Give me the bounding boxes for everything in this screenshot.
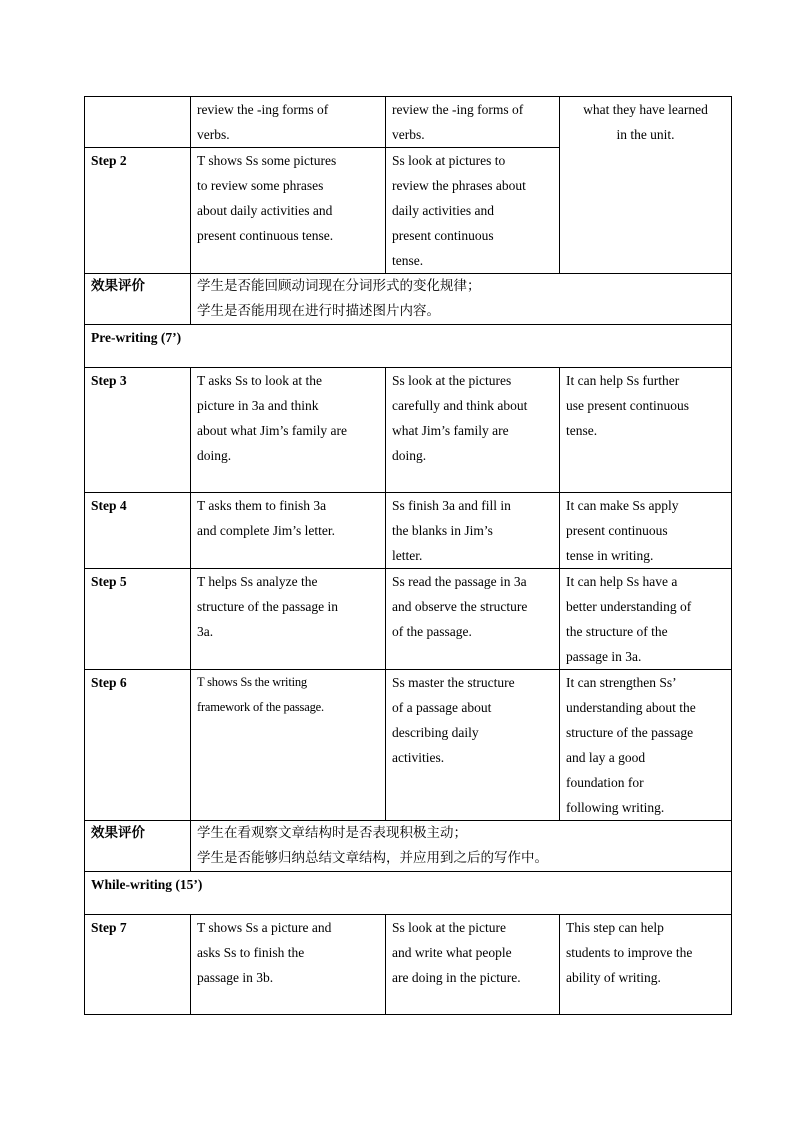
evaluation-text-cell <box>191 821 732 872</box>
student-activity-text: Ss look at the picture and write what people are doing in the picture. <box>392 920 521 985</box>
teacher-activity-text: T shows Ss the writing framework of the passage. <box>197 675 324 714</box>
student-activity-text: Ss read the passage in 3a and observe the structure of the passage. <box>392 574 528 639</box>
section-title: While-writing (15’) <box>91 877 203 892</box>
evaluation-row <box>85 274 732 325</box>
student-activity-text: review the -ing forms of verbs. <box>392 102 524 142</box>
table-row <box>85 97 732 148</box>
table-row <box>85 569 732 670</box>
step-cell <box>85 368 191 493</box>
purpose-text: This step can help students to improve the ability of writing. <box>566 920 693 985</box>
step-label: Step 6 <box>91 675 127 690</box>
evaluation-text-cell <box>191 274 732 325</box>
section-title: Pre-writing (7’) <box>91 330 182 345</box>
step-label: Step 4 <box>91 498 127 513</box>
evaluation-label-cell <box>85 821 191 872</box>
purpose-text: It can make Ss apply present continuous tense in writing. <box>566 498 679 563</box>
teacher-activity-text: T shows Ss a picture and asks Ss to finish the passage in 3b. <box>197 920 332 985</box>
step-label: Step 7 <box>91 920 127 935</box>
student-activity-cell <box>386 569 560 670</box>
purpose-cell <box>560 493 732 569</box>
evaluation-label: 效果评价 <box>91 825 145 841</box>
purpose-cell <box>560 569 732 670</box>
step-cell <box>85 670 191 821</box>
table-row <box>85 915 732 1015</box>
purpose-cell <box>560 915 732 1015</box>
teacher-activity-cell <box>191 148 386 274</box>
step-label: Step 3 <box>91 373 127 388</box>
teacher-activity-cell <box>191 915 386 1015</box>
evaluation-text: 学生是否能回顾动词现在分词形式的变化规律； 学生是否能用现在进行时描述图片内容。 <box>197 278 481 319</box>
teacher-activity-cell <box>191 670 386 821</box>
step-label: Step 2 <box>91 153 127 168</box>
purpose-cell <box>560 670 732 821</box>
table-row <box>85 670 732 821</box>
step-label: Step 5 <box>91 574 127 589</box>
teacher-activity-cell <box>191 97 386 148</box>
step-cell <box>85 493 191 569</box>
purpose-cell <box>560 368 732 493</box>
section-heading-while-writing <box>85 872 732 915</box>
purpose-text: It can help Ss further use present continuous tense. <box>566 373 689 438</box>
section-row <box>85 872 732 915</box>
purpose-text: what they have learned in the unit. <box>583 102 708 142</box>
student-activity-text: Ss look at pictures to review the phrases about daily activities and present continuous tense. <box>392 153 526 268</box>
step-cell <box>85 569 191 670</box>
student-activity-cell <box>386 97 560 148</box>
step-cell <box>85 915 191 1015</box>
student-activity-text: Ss master the structure of a passage about describing daily activities. <box>392 675 515 765</box>
teacher-activity-text: T helps Ss analyze the structure of the passage in 3a. <box>197 574 338 639</box>
purpose-text: It can help Ss have a better understanding of the structure of the passage in 3a. <box>566 574 692 664</box>
evaluation-text: 学生在看观察文章结构时是否表现积极主动； 学生是否能够归纳总结文章结构，并应用到之后的写作中。 <box>197 825 548 866</box>
teacher-activity-cell <box>191 569 386 670</box>
student-activity-text: Ss finish 3a and fill in the blanks in Jim’s letter. <box>392 498 511 563</box>
evaluation-label: 效果评价 <box>91 278 145 294</box>
teacher-activity-text: review the -ing forms of verbs. <box>197 102 329 142</box>
section-heading-pre-writing <box>85 325 732 368</box>
step-cell <box>85 148 191 274</box>
teacher-activity-cell <box>191 493 386 569</box>
student-activity-cell <box>386 368 560 493</box>
teacher-activity-text: T asks Ss to look at the picture in 3a and think about what Jim’s family are doing. <box>197 373 347 463</box>
student-activity-cell <box>386 670 560 821</box>
student-activity-cell <box>386 148 560 274</box>
evaluation-label-cell <box>85 274 191 325</box>
purpose-text: It can strengthen Ss’ understanding about the structure of the passage and lay a good foundation for following writing. <box>566 675 696 815</box>
table-row <box>85 368 732 493</box>
teacher-activity-text: T asks them to finish 3a and complete Jim’s letter. <box>197 498 335 538</box>
purpose-cell <box>560 97 732 274</box>
section-row <box>85 325 732 368</box>
step-cell <box>85 97 191 148</box>
student-activity-cell <box>386 915 560 1015</box>
student-activity-text: Ss look at the pictures carefully and think about what Jim’s family are doing. <box>392 373 528 463</box>
student-activity-cell <box>386 493 560 569</box>
evaluation-row <box>85 821 732 872</box>
lesson-plan-table <box>84 96 732 1015</box>
teacher-activity-cell <box>191 368 386 493</box>
table-row <box>85 493 732 569</box>
teacher-activity-text: T shows Ss some pictures to review some phrases about daily activities and present continuous tense. <box>197 153 337 243</box>
